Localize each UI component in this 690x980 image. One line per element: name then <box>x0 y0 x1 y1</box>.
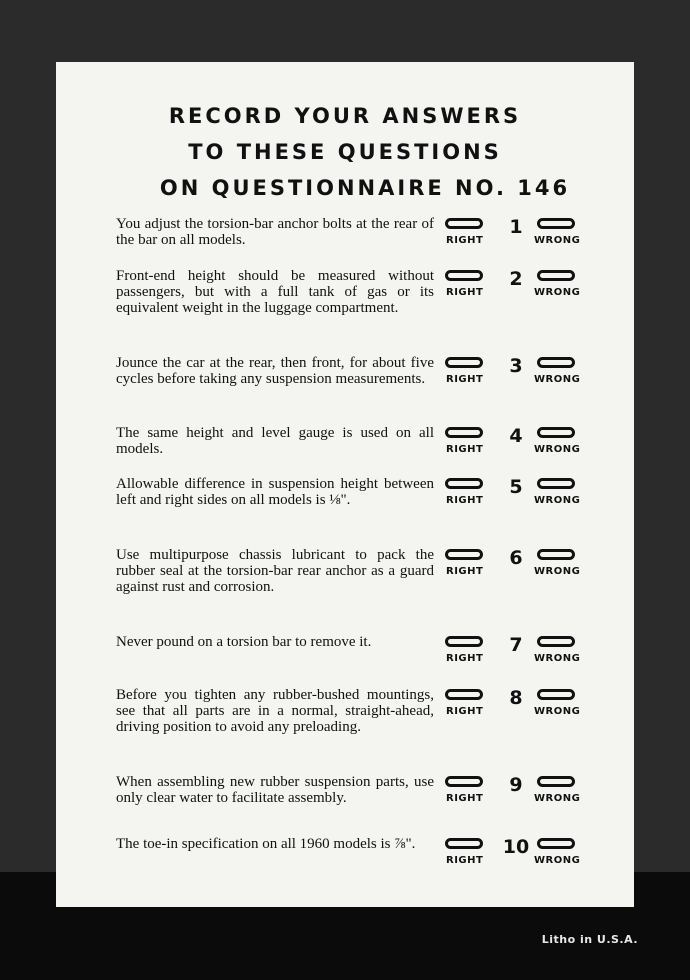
question-text: The same height and level gauge is used on all models. <box>116 425 434 457</box>
question-text: Never pound on a torsion bar to remove it. <box>116 634 372 650</box>
right-label: RIGHT <box>446 287 484 298</box>
questionnaire-card <box>56 62 634 907</box>
right-answer-oval[interactable] <box>445 427 483 438</box>
wrong-answer-oval[interactable] <box>537 776 575 787</box>
question-number: 9 <box>509 774 523 796</box>
wrong-label: WRONG <box>534 793 581 804</box>
right-answer-oval[interactable] <box>445 218 483 229</box>
wrong-label: WRONG <box>534 706 581 717</box>
wrong-label: WRONG <box>534 235 581 246</box>
question-text: You adjust the torsion-bar anchor bolts at the rear of the bar on all models. <box>116 216 434 248</box>
right-label: RIGHT <box>446 566 484 577</box>
wrong-label: WRONG <box>534 566 581 577</box>
wrong-label: WRONG <box>534 495 581 506</box>
right-label: RIGHT <box>446 374 484 385</box>
right-label: RIGHT <box>446 706 484 717</box>
question-number: 3 <box>509 355 523 377</box>
wrong-answer-oval[interactable] <box>537 270 575 281</box>
right-answer-oval[interactable] <box>445 838 483 849</box>
question-number: 2 <box>509 268 523 290</box>
question-number: 5 <box>509 476 523 498</box>
heading-line-2: TO THESE QUESTIONS <box>188 140 502 164</box>
wrong-answer-oval[interactable] <box>537 549 575 560</box>
wrong-label: WRONG <box>534 287 581 298</box>
wrong-label: WRONG <box>534 374 581 385</box>
right-answer-oval[interactable] <box>445 549 483 560</box>
wrong-label: WRONG <box>534 444 581 455</box>
question-number: 8 <box>509 687 523 709</box>
wrong-answer-oval[interactable] <box>537 218 575 229</box>
question-text: Jounce the car at the rear, then front, for about five cycles before taking any suspension measurements. <box>116 355 434 387</box>
question-number: 1 <box>509 216 523 238</box>
question-number: 7 <box>509 634 523 656</box>
question-text: When assembling new rubber suspension parts, use only clear water to facilitate assembly. <box>116 774 434 806</box>
wrong-answer-oval[interactable] <box>537 838 575 849</box>
wrong-label: WRONG <box>534 653 581 664</box>
printer-credit: Litho in U.S.A. <box>541 933 638 946</box>
right-label: RIGHT <box>446 235 484 246</box>
page-heading <box>56 98 634 206</box>
wrong-answer-oval[interactable] <box>537 357 575 368</box>
heading-line-1: RECORD YOUR ANSWERS <box>168 104 522 128</box>
question-number: 4 <box>509 425 523 447</box>
question-text: Use multipurpose chassis lubricant to pack the rubber seal at the torsion-bar rear anchor as a guard against rust and corrosion. <box>116 547 434 595</box>
question-number: 6 <box>509 547 523 569</box>
right-label: RIGHT <box>446 793 484 804</box>
question-text: The toe-in specification on all 1960 models is ⅞". <box>116 836 416 852</box>
right-answer-oval[interactable] <box>445 478 483 489</box>
question-text: Allowable difference in suspension height between left and right sides on all models is ⅛". <box>116 476 434 508</box>
wrong-label: WRONG <box>534 855 581 866</box>
right-label: RIGHT <box>446 855 484 866</box>
wrong-answer-oval[interactable] <box>537 478 575 489</box>
right-label: RIGHT <box>446 495 484 506</box>
question-text: Before you tighten any rubber-bushed mountings, see that all parts are in a normal, straight-ahead, driving position to avoid any preloading. <box>116 687 434 735</box>
wrong-answer-oval[interactable] <box>537 689 575 700</box>
right-answer-oval[interactable] <box>445 270 483 281</box>
heading-line-3: ON QUESTIONNAIRE NO. 146 <box>159 176 571 200</box>
right-label: RIGHT <box>446 444 484 455</box>
wrong-answer-oval[interactable] <box>537 636 575 647</box>
question-number: 10 <box>502 836 530 858</box>
right-answer-oval[interactable] <box>445 776 483 787</box>
right-answer-oval[interactable] <box>445 689 483 700</box>
question-text: Front-end height should be measured without passengers, but with a full tank of gas or its equivalent weight in the luggage compartment. <box>116 268 434 316</box>
right-answer-oval[interactable] <box>445 636 483 647</box>
wrong-answer-oval[interactable] <box>537 427 575 438</box>
right-label: RIGHT <box>446 653 484 664</box>
right-answer-oval[interactable] <box>445 357 483 368</box>
